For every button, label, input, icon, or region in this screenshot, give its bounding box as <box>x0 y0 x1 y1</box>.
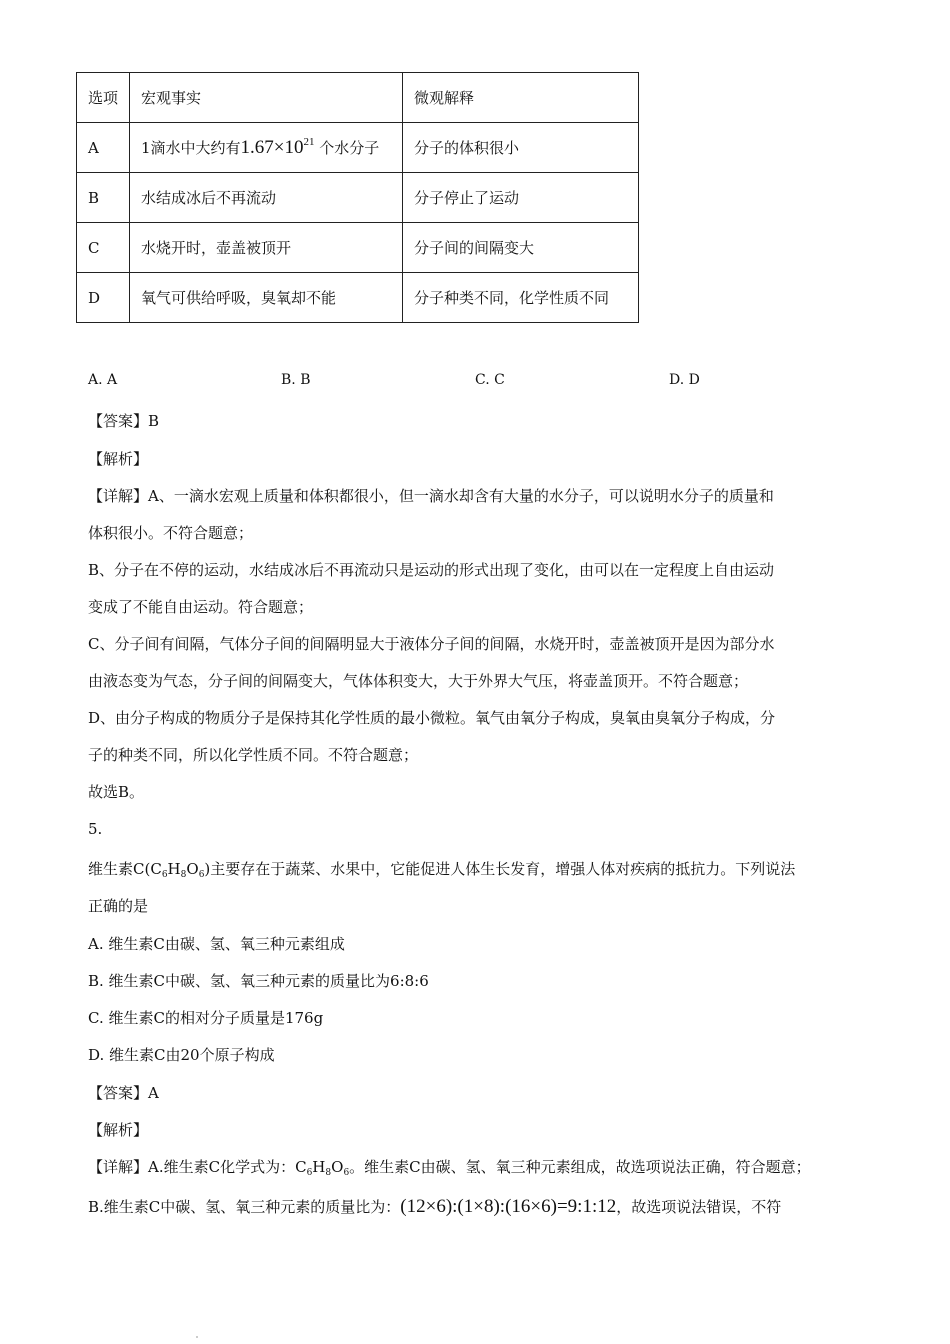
header-explanation: 微观解释 <box>403 73 639 123</box>
q5-detail-a: 【详解】A.维生素C化学式为：$C_6H_8O_6$。维生素C由碳、氢、氧三种元素组成，故选项说法正确，符合题意； <box>88 1158 811 1178</box>
fact-text: 1滴水中大约有 <box>141 139 241 157</box>
q4-analysis-line: 体积很小。不符合题意； <box>88 524 254 542</box>
q5-answer: 【答案】A <box>88 1084 159 1102</box>
table-row <box>77 123 639 173</box>
row-fact <box>130 123 403 173</box>
row-explanation: 分子种类不同，化学性质不同 <box>403 273 639 323</box>
choice-a: A. A <box>88 372 118 388</box>
row-option: C <box>77 223 130 273</box>
q4-choices <box>0 372 950 396</box>
q4-analysis-line: D、由分子构成的物质分子是保持其化学性质的最小微粒。氧气由氧分子构成，臭氧由臭氧分子构成，分 <box>88 709 776 727</box>
row-option: B <box>77 173 130 223</box>
choice-c: C. C <box>475 372 505 388</box>
mass-ratio-equation: (12×6):(1×8):(16×6)=9:1:12 <box>400 1196 617 1217</box>
q5-analysis-label: 【解析】 <box>88 1121 149 1139</box>
choice-b: B. B <box>281 372 311 388</box>
q5-option-c: C. 维生素C的相对分子质量是176g <box>88 1009 324 1027</box>
table-row <box>77 173 639 223</box>
fact-mantissa: 1.67×10 <box>240 137 304 158</box>
q5-stem: 维生素$C(C_6H_8O_6)$主要存在于蔬菜、水果中，它能促进人体生长发育，增强人体对疾病的抵抗力。下列说法 <box>88 860 796 880</box>
q4-answer: 【答案】B <box>88 412 160 430</box>
q4-analysis-line: B、分子在不停的运动，水结成冰后不再流动只是运动的形式出现了变化，由可以在一定程度上自由运动 <box>88 561 775 579</box>
q4-analysis-label: 【解析】 <box>88 450 149 468</box>
q4-analysis-line: C、分子间有间隔，气体分子间的间隔明显大于液体分子间的间隔，水烧开时，壶盖被顶开是因为部分水 <box>88 635 775 653</box>
header-fact: 宏观事实 <box>130 73 403 123</box>
choice-d: D. D <box>669 372 700 388</box>
q5-option-b: B. 维生素C中碳、氢、氧三种元素的质量比为6:8:6 <box>88 972 429 990</box>
q5-option-d: D. 维生素C由20个原子构成 <box>88 1046 275 1064</box>
q4-analysis-line: 【详解】A、一滴水宏观上质量和体积都很小，但一滴水却含有大量的水分子，可以说明水分子的质量和 <box>88 487 774 505</box>
q5-number: 5. <box>88 820 103 838</box>
scan-artifact <box>196 1336 198 1338</box>
table-row <box>77 223 639 273</box>
q4-conclusion: 故选B。 <box>88 783 145 801</box>
q4-analysis-line: 由液态变为气态，分子间的间隔变大，气体体积变大，大于外界大气压，将壶盖顶开。不符合题意； <box>88 672 749 690</box>
fact-exponent: 21 <box>303 136 315 148</box>
q5-stem-line2: 正确的是 <box>88 897 149 915</box>
fact-number <box>241 137 315 158</box>
row-option: D <box>77 273 130 323</box>
row-explanation: 分子的体积很小 <box>403 123 639 173</box>
row-fact: 水烧开时，壶盖被顶开 <box>130 223 403 273</box>
q5-option-a: A. 维生素C由碳、氢、氧三种元素组成 <box>88 935 345 953</box>
row-fact: 氧气可供给呼吸，臭氧却不能 <box>130 273 403 323</box>
header-option: 选项 <box>77 73 130 123</box>
q5-detail-b: B.维生素C中碳、氢、氧三种元素的质量比为：(12×6):(1×8):(16×6)=9:1:12，故选项说法错误，不符 <box>88 1196 782 1217</box>
fact-suffix: 个水分子 <box>319 139 380 157</box>
q4-analysis-line: 变成了不能自由运动。符合题意； <box>88 598 314 616</box>
table-header-row <box>77 73 639 123</box>
q4-analysis-line: 子的种类不同，所以化学性质不同。不符合题意； <box>88 746 419 764</box>
facts-table <box>76 72 639 323</box>
table-row <box>77 273 639 323</box>
row-fact: 水结成冰后不再流动 <box>130 173 403 223</box>
row-option: A <box>77 123 130 173</box>
row-explanation: 分子停止了运动 <box>403 173 639 223</box>
row-explanation: 分子间的间隔变大 <box>403 223 639 273</box>
